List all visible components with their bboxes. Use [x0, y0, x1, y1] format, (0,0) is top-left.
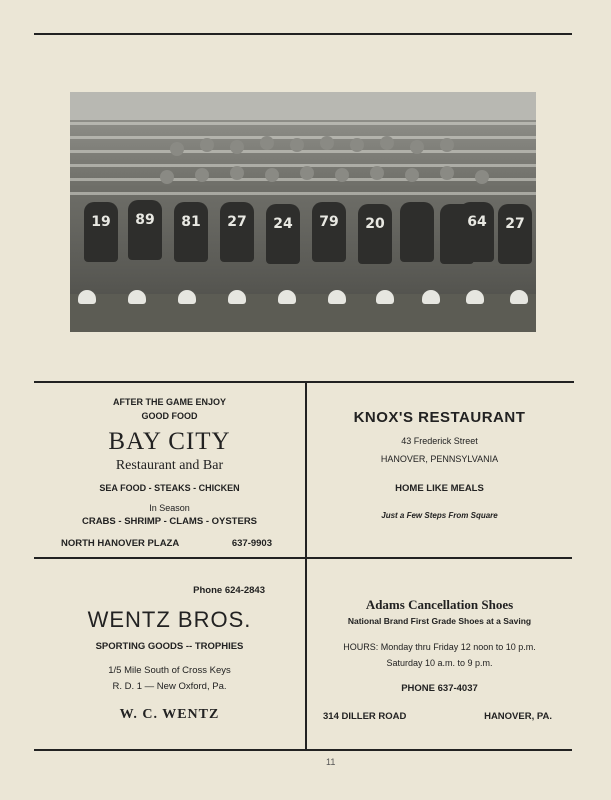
knoxs-note: Just a Few Steps From Square	[381, 511, 498, 520]
adams-hours-2: Saturday 10 a.m. to 9 p.m.	[386, 658, 493, 668]
knoxs-street: 43 Frederick Street	[401, 436, 478, 446]
jersey-number: 27	[227, 214, 247, 230]
jersey-number: 79	[319, 214, 339, 230]
ad-grid-middle-rule	[34, 557, 572, 559]
wentz-owner: W. C. WENTZ	[119, 707, 220, 722]
wentz-bros-ad	[34, 584, 305, 724]
knoxs-restaurant-ad	[307, 408, 572, 522]
knoxs-name: KNOX'S RESTAURANT	[353, 409, 526, 426]
wentz-goods: SPORTING GOODS -- TROPHIES	[95, 641, 244, 652]
adams-shoes-ad	[307, 596, 572, 724]
margin-mark	[556, 381, 574, 383]
bay-city-name: BAY CITY	[108, 428, 231, 455]
bay-city-season: In Season	[149, 503, 190, 513]
bay-city-ad	[34, 395, 305, 551]
wentz-directions: 1/5 Mile South of Cross Keys	[108, 665, 231, 676]
page-number: 11	[326, 757, 336, 767]
adams-hours-1: HOURS: Monday thru Friday 12 noon to 10 p.m.	[343, 642, 536, 652]
knoxs-slogan: HOME LIKE MEALS	[395, 483, 484, 494]
jersey-number: 64	[467, 214, 487, 230]
jersey-number: 19	[91, 214, 111, 230]
jersey-number: 24	[273, 216, 293, 232]
adams-name: Adams Cancellation Shoes	[365, 597, 514, 612]
wentz-phone: Phone 624-2843	[193, 585, 265, 596]
top-rule	[34, 33, 572, 35]
adams-city: HANOVER, PA.	[484, 711, 552, 722]
bay-city-tagline: AFTER THE GAME ENJOY	[112, 397, 226, 407]
adams-phone: PHONE 637-4037	[401, 683, 478, 694]
bay-city-seafood: CRABS - SHRIMP - CLAMS - OYSTERS	[81, 516, 258, 527]
bay-city-phone: 637-9903	[231, 538, 272, 549]
ad-grid-top-rule	[34, 381, 572, 383]
team-photo	[70, 92, 536, 332]
jersey-number: 20	[365, 216, 385, 232]
bay-city-location: NORTH HANOVER PLAZA	[61, 538, 180, 549]
bay-city-menu: SEA FOOD - STEAKS - CHICKEN	[99, 483, 240, 493]
jersey-number: 27	[505, 216, 525, 232]
jersey-number: 89	[135, 212, 155, 228]
adams-street: 314 DILLER ROAD	[323, 711, 407, 722]
wentz-address: R. D. 1 — New Oxford, Pa.	[112, 681, 227, 692]
wentz-name: WENTZ BROS.	[87, 607, 252, 632]
bay-city-subtitle: Restaurant and Bar	[115, 458, 224, 473]
jersey-number: 81	[181, 214, 201, 230]
knoxs-city: HANOVER, PENNSYLVANIA	[380, 454, 499, 464]
bay-city-tagline-2: GOOD FOOD	[141, 411, 198, 421]
ad-grid-bottom-rule	[34, 749, 572, 751]
adams-tagline: National Brand First Grade Shoes at a Saving	[347, 616, 532, 626]
